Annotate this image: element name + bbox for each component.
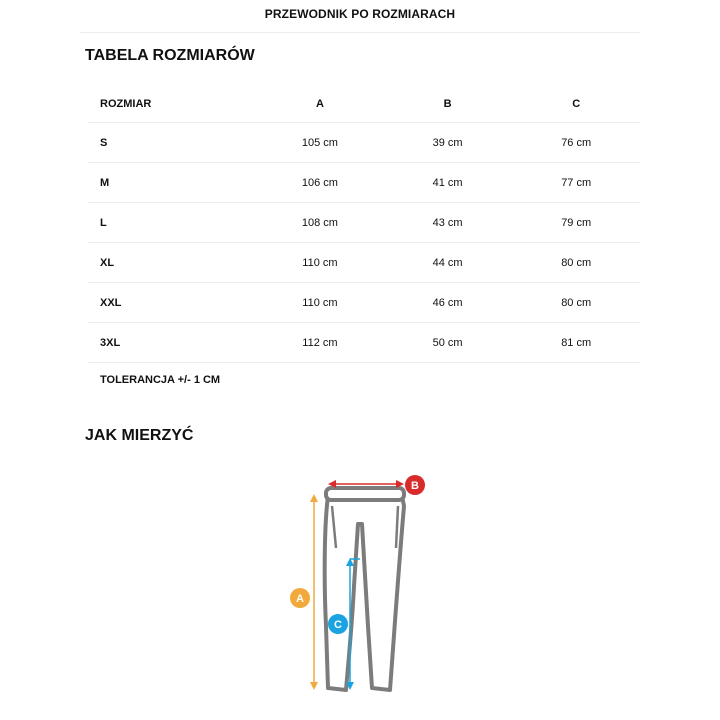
table-row: [88, 123, 640, 163]
measurement-a: 106 cm: [301, 176, 338, 189]
measurement-c: 80 cm: [561, 296, 592, 309]
table-header-row: [88, 85, 640, 123]
marker-b-letter: B: [411, 480, 419, 492]
size-label: XL: [100, 256, 115, 269]
measurement-a: 110 cm: [302, 296, 338, 309]
size-label: 3XL: [100, 336, 121, 349]
measurement-b: 46 cm: [432, 296, 463, 309]
measurement-c: 77 cm: [561, 176, 592, 189]
column-header-a: A: [315, 97, 324, 110]
measurement-a: 112 cm: [302, 336, 338, 349]
measurement-b: 50 cm: [432, 336, 463, 349]
column-header-size: ROZMIAR: [100, 97, 152, 110]
pants-icon: [325, 488, 404, 690]
size-label: XXL: [100, 296, 122, 309]
page-title: PRZEWODNIK PO ROZMIARACH: [264, 7, 456, 21]
marker-a-letter: A: [296, 593, 304, 605]
measurement-c: 80 cm: [561, 256, 592, 269]
measure-title: JAK MIERZYĆ: [85, 427, 194, 444]
measurement-c: 76 cm: [561, 136, 592, 149]
size-table: [88, 85, 640, 363]
marker-c-letter: C: [334, 619, 342, 631]
table-row: [88, 283, 640, 323]
title-divider: [80, 32, 640, 33]
measurement-b: 39 cm: [432, 136, 463, 149]
size-table-title: TABELA ROZMIARÓW: [85, 47, 255, 64]
size-label: S: [100, 136, 108, 149]
measurement-b: 43 cm: [432, 216, 463, 229]
measurement-b: 41 cm: [432, 176, 463, 189]
measurement-a: 105 cm: [301, 136, 338, 149]
column-header-c: C: [572, 97, 581, 110]
measure-c-marker: [328, 614, 348, 634]
size-label: L: [100, 216, 107, 229]
measure-b-marker: [405, 475, 425, 495]
table-row: [88, 203, 640, 243]
table-row: [88, 163, 640, 203]
measurement-b: 44 cm: [432, 256, 463, 269]
measure-a-marker: [290, 588, 310, 608]
table-row: [88, 323, 640, 363]
column-header-b: B: [443, 97, 452, 110]
measure-a-arrow: [310, 494, 318, 690]
measurement-c: 79 cm: [561, 216, 592, 229]
tolerance-note: TOLERANCJA +/- 1 CM: [100, 374, 221, 386]
size-label: M: [100, 176, 110, 189]
measurement-diagram: [280, 466, 440, 696]
measurement-a: 108 cm: [301, 216, 338, 229]
measurement-c: 81 cm: [561, 336, 592, 349]
measurement-a: 110 cm: [302, 256, 338, 269]
table-row: [88, 243, 640, 283]
